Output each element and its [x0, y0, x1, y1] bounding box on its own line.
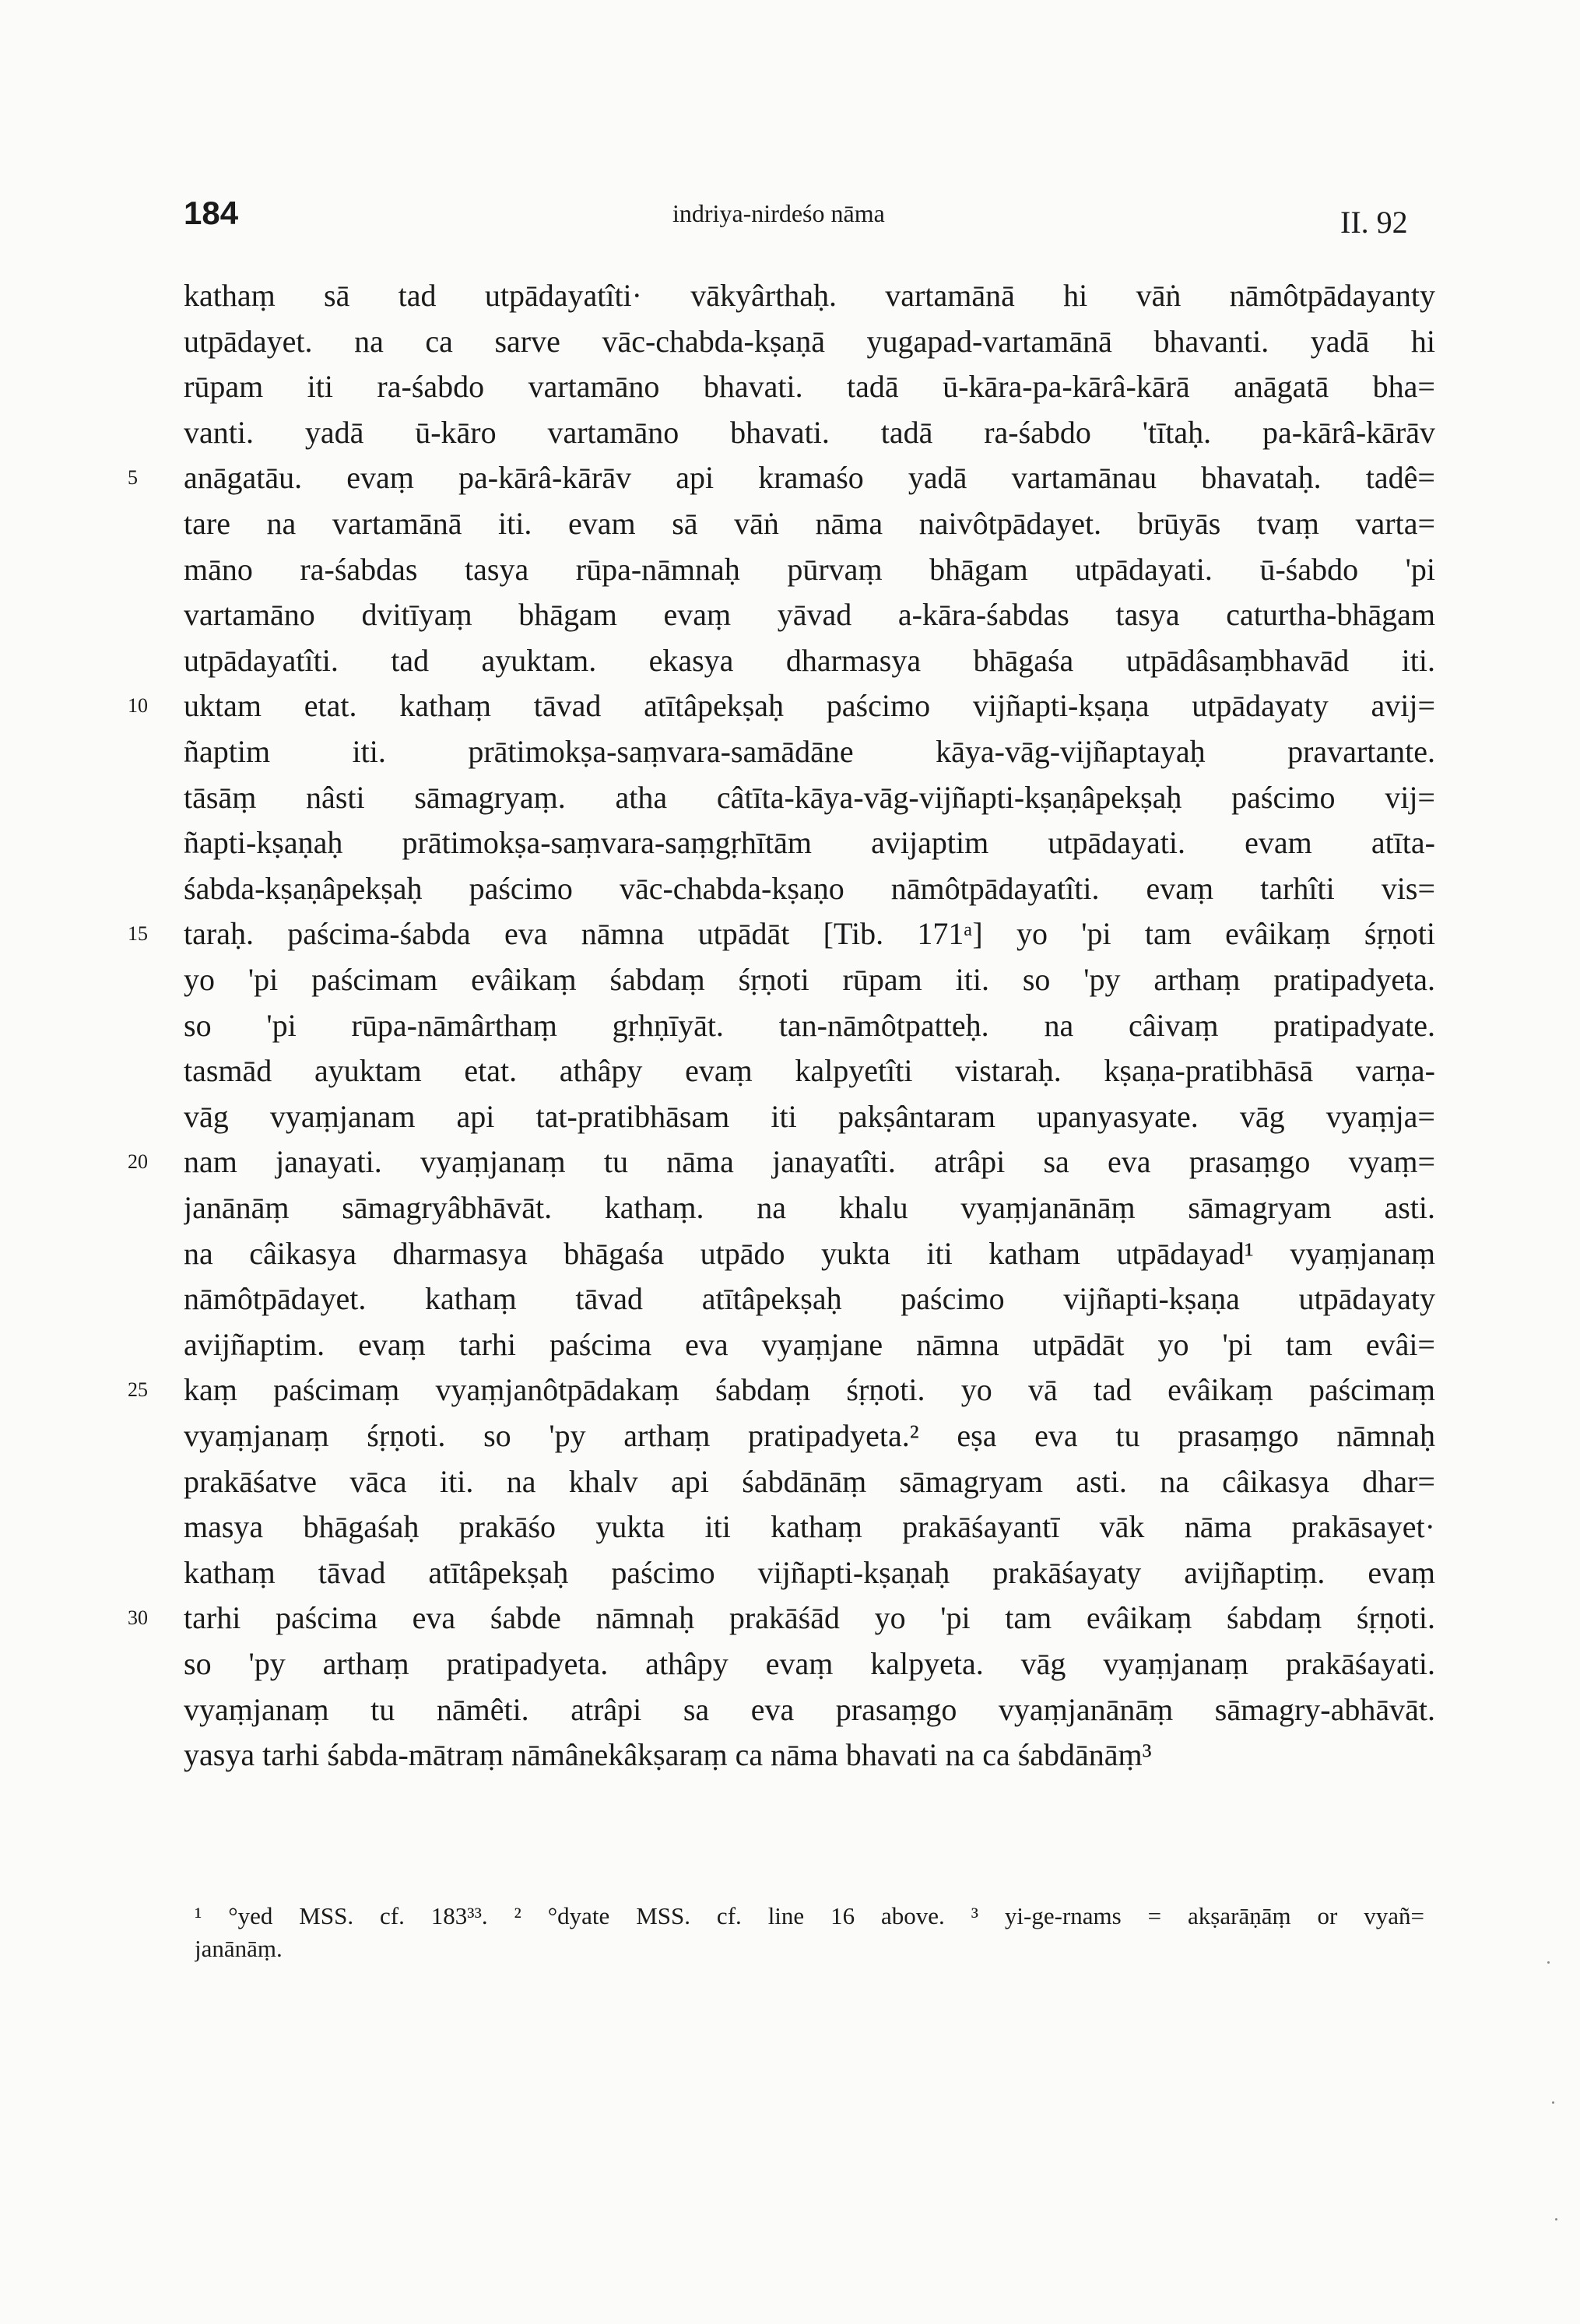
- text-line: yo 'pi paścimam evâikaṃ śabdaṃ śṛṇoti rūpam iti. so 'py arthaṃ pratipadyeta.: [184, 962, 1435, 997]
- text-line: śabda-kṣaṇâpekṣaḥ paścimo vāc-chabda-kṣaṇo nāmôtpādayatîti. evaṃ tarhîti vis=: [184, 870, 1435, 906]
- text-line: vyaṃjanaṃ śṛṇoti. so 'py arthaṃ pratipadyeta.² eṣa eva tu prasaṃgo nāmnaḥ: [184, 1418, 1435, 1453]
- text-line: tāsāṃ nâsti sāmagryaṃ. atha câtīta-kāya-vāg-vijñapti-kṣaṇâpekṣaḥ paścimo vij=: [184, 779, 1435, 815]
- text-line: prakāśatve vāca iti. na khalv api śabdānāṃ sāmagryam asti. na câikasya dhar=: [184, 1463, 1435, 1499]
- text-line: vāg vyaṃjanam api tat-pratibhāsam iti pakṣântaram upanyasyate. vāg vyaṃja=: [184, 1098, 1435, 1134]
- paper-speck: [1552, 2101, 1554, 2104]
- line-number: 20: [128, 1150, 148, 1174]
- text-line: rūpam iti ra-śabdo vartamāno bhavati. tadā ū-kāra-pa-kārâ-kārā anāgatā bha=: [184, 369, 1435, 405]
- page-number: 184: [184, 195, 239, 231]
- section-number: II. 92: [1340, 205, 1408, 240]
- text-line: vanti. yadā ū-kāro vartamāno bhavati. tadā ra-śabdo 'tītaḥ. pa-kārâ-kārāv: [184, 414, 1435, 450]
- text-line: avijñaptim. evaṃ tarhi paścima eva vyaṃjane nāmna utpādāt yo 'pi tam evâi=: [184, 1326, 1435, 1362]
- text-line: nam janayati. vyaṃjanaṃ tu nāma janayatîti. atrâpi sa eva prasaṃgo vyaṃ=: [184, 1144, 1435, 1180]
- text-line: utpādayatîti. tad ayuktam. ekasya dharmasya bhāgaśa utpādâsaṃbhavād iti.: [184, 642, 1435, 678]
- text-line: ñapti-kṣaṇaḥ prātimokṣa-saṃvara-saṃgṛhītām avijaptim utpādayati. evam atīta-: [184, 825, 1435, 861]
- text-line: ñaptim iti. prātimokṣa-saṃvara-samādāne kāya-vāg-vijñaptayaḥ pravartante.: [184, 734, 1435, 769]
- text-line: masya bhāgaśaḥ prakāśo yukta iti kathaṃ prakāśayantī vāk nāma prakāsayet·: [184, 1509, 1435, 1545]
- paper-speck: [1547, 1961, 1550, 1964]
- text-line: vartamāno dvitīyaṃ bhāgam evaṃ yāvad a-kāra-śabdas tasya caturtha-bhāgam: [184, 597, 1435, 633]
- text-line: māno ra-śabdas tasya rūpa-nāmnaḥ pūrvaṃ bhāgam utpādayati. ū-śabdo 'pi: [184, 551, 1435, 587]
- text-line: tarhi paścima eva śabde nāmnaḥ prakāśād yo 'pi tam evâikaṃ śabdaṃ śṛṇoti.: [184, 1600, 1435, 1636]
- text-line: vyaṃjanaṃ tu nāmêti. atrâpi sa eva prasaṃgo vyaṃjanānāṃ sāmagry-abhāvāt.: [184, 1691, 1435, 1727]
- text-line: so 'pi rūpa-nāmârthaṃ gṛhṇīyāt. tan-nāmôtpatteḥ. na câivaṃ pratipadyate.: [184, 1007, 1435, 1043]
- text-line: janānāṃ sāmagryâbhāvāt. kathaṃ. na khalu vyaṃjanānāṃ sāmagryam asti.: [184, 1190, 1435, 1225]
- text-line: kaṃ paścimaṃ vyaṃjanôtpādakaṃ śabdaṃ śṛṇoti. yo vā tad evâikaṃ paścimaṃ: [184, 1372, 1435, 1408]
- text-line: taraḥ. paścima-śabda eva nāmna utpādāt [Tib. 171ᵃ] yo 'pi tam evâikaṃ śṛṇoti: [184, 916, 1435, 952]
- line-number: 10: [128, 694, 148, 718]
- text-line: kathaṃ sā tad utpādayatîti· vākyârthaḥ. vartamānā hi vāṅ nāmôtpādayanty: [184, 278, 1435, 313]
- text-line: tare na vartamānā iti. evam sā vāṅ nāma naivôtpādayet. brūyās tvaṃ varta=: [184, 506, 1435, 541]
- footnote-line: janānāṃ.: [195, 1935, 283, 1962]
- text-line: utpādayet. na ca sarve vāc-chabda-kṣaṇā yugapad-vartamānā bhavanti. yadā hi: [184, 323, 1435, 359]
- text-line: na câikasya dharmasya bhāgaśa utpādo yukta iti katham utpādayad¹ vyaṃjanaṃ: [184, 1235, 1435, 1271]
- text-line: kathaṃ tāvad atītâpekṣaḥ paścimo vijñapti-kṣaṇaḥ prakāśayaty avijñaptiṃ. evaṃ: [184, 1554, 1435, 1590]
- text-line: tasmād ayuktam etat. athâpy evaṃ kalpyetîti vistaraḥ. kṣaṇa-pratibhāsā varṇa-: [184, 1053, 1435, 1089]
- text-line: uktam etat. kathaṃ tāvad atītâpekṣaḥ paścimo vijñapti-kṣaṇa utpādayaty avij=: [184, 688, 1435, 724]
- line-number: 25: [128, 1378, 148, 1402]
- paper-speck: [1555, 2218, 1557, 2220]
- text-line: anāgatāu. evaṃ pa-kārâ-kārāv api kramaśo yadā vartamānau bhavataḥ. tadê=: [184, 460, 1435, 496]
- text-line: yasya tarhi śabda-mātraṃ nāmânekâkṣaraṃ ca nāma bhavati na ca śabdānāṃ³: [184, 1737, 1152, 1773]
- text-line: nāmôtpādayet. kathaṃ tāvad atītâpekṣaḥ paścimo vijñapti-kṣaṇa utpādayaty: [184, 1281, 1435, 1317]
- line-number: 30: [128, 1606, 148, 1630]
- footnote-line: ¹ °yed MSS. cf. 183³³. ² °dyate MSS. cf. line 16 above. ³ yi-ge-rnams = akṣarāṇāṃ or vyañ=: [195, 1902, 1424, 1929]
- running-title: indriya-nirdeśo nāma: [672, 199, 885, 227]
- text-line: so 'py arthaṃ pratipadyeta. athâpy evaṃ kalpyeta. vāg vyaṃjanaṃ prakāśayati.: [184, 1646, 1435, 1681]
- line-number: 15: [128, 922, 148, 946]
- line-number: 5: [128, 466, 138, 490]
